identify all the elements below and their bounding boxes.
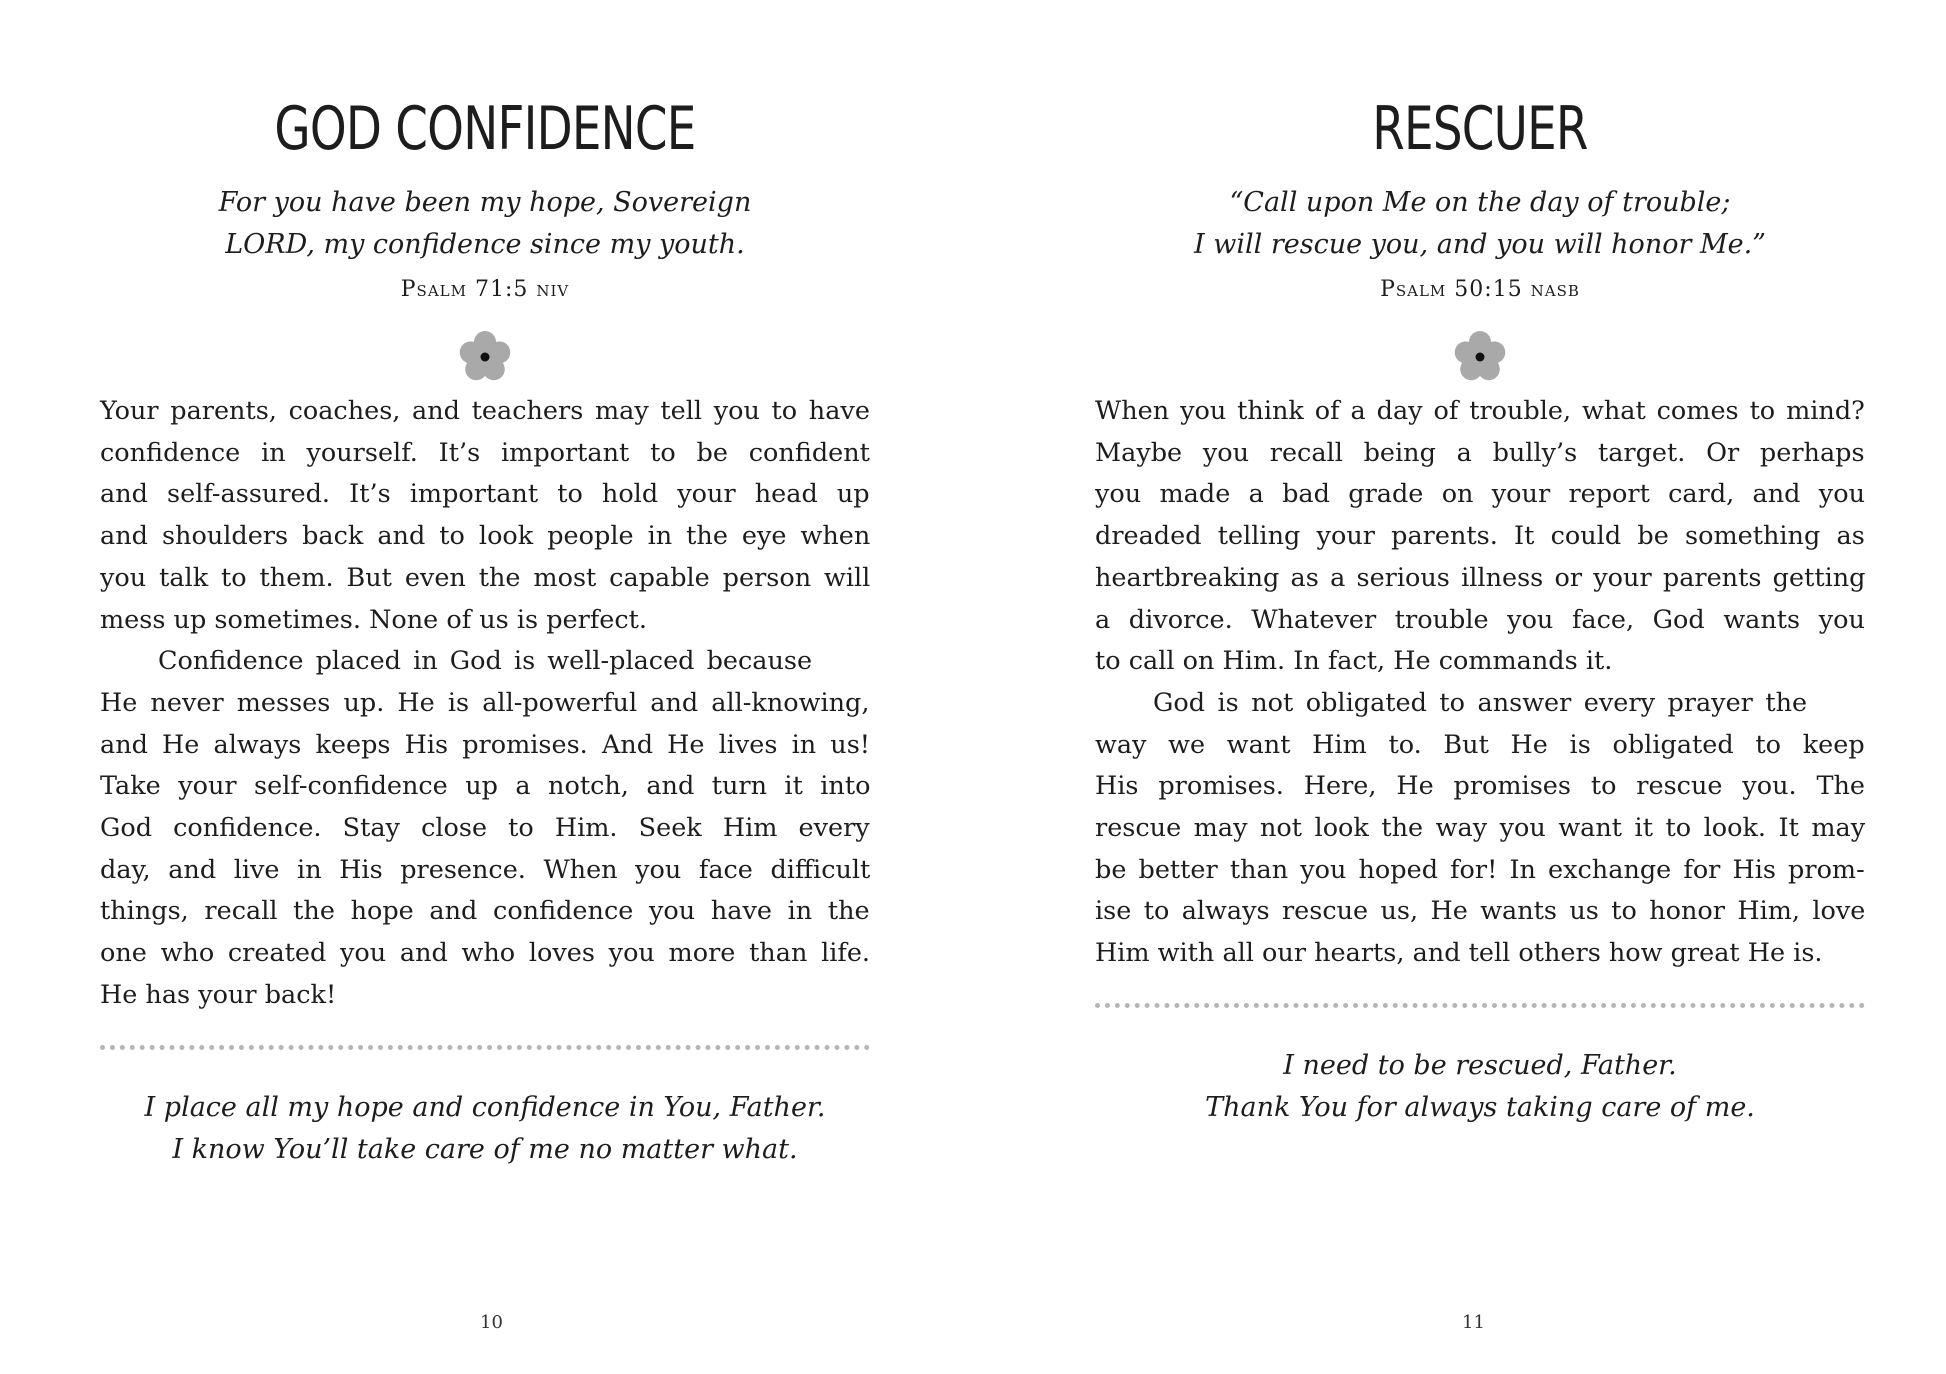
prayer-line: I place all my hope and confidence in You, Father. [144,1092,826,1123]
body-line: rescue may not look the way you want it to look. It may [1095,813,1866,844]
dotted-divider [1095,1003,1865,1008]
body-line: you made a bad grade on your report card, and you [1095,479,1865,510]
prayer-line: I know You’ll take care of me no matter what. [172,1134,798,1165]
verse-line: LORD, my confidence since my youth. [225,229,745,260]
verse-line: “Call upon Me on the day of trouble; [1229,187,1731,218]
body-line: and He always keeps His promises. And He lives in us! [100,729,871,760]
body-line: God confidence. Stay close to Him. Seek Him every [100,813,870,844]
body-line: Your parents, coaches, and teachers may tell you to have [100,396,870,426]
page-number: 10 [480,1312,503,1333]
body-line: way we want Him to. But He is obligated to keep [1095,729,1865,760]
scripture-reference: Psalm 50:15 nasb [1380,277,1580,302]
body-line: things, recall the hope and confidence you have in the [100,896,870,927]
body-line: be better than you hoped for! In exchange for His prom- [1095,854,1865,885]
prayer [100,1087,870,1171]
body-line: He has your back! [100,979,337,1010]
right-page [1095,0,1865,1374]
body-line: He never messes up. He is all-powerful and all-knowing, [100,687,870,718]
body-line: dreaded telling your parents. It could be something as [1095,521,1865,552]
body-line: Take your self-confidence up a notch, and turn it into [100,771,871,802]
body-line: confidence in yourself. It’s important to be confident [100,437,870,468]
flower-icon [454,326,516,388]
body-line: God is not obligated to answer every prayer the [1153,687,1808,718]
flower-icon [1449,326,1511,388]
scripture-reference: Psalm 71:5 niv [400,277,570,302]
body-line: to call on Him. In fact, He commands it. [1095,646,1613,677]
page-title: RESCUER [1372,94,1588,164]
scripture-verse [100,182,870,266]
body-line: day, and live in His presence. When you face difficult [100,854,871,885]
body-line: heartbreaking as a serious illness or your parents getting [1095,562,1866,593]
body-line: and self-assured. It’s important to hold your head up [100,479,870,510]
prayer [1095,1045,1865,1129]
devotional-body [100,391,870,1017]
body-line: His promises. Here, He promises to rescue you. The [1095,771,1865,802]
scripture-verse [1095,182,1865,266]
devotional-body [1095,391,1865,975]
body-line: and shoulders back and to look people in the eye when [100,521,871,552]
prayer-line: I need to be rescued, Father. [1283,1050,1677,1081]
page-number: 11 [1462,1312,1485,1333]
body-line: a divorce. Whatever trouble you face, God wants you [1095,604,1865,635]
left-page [100,0,870,1374]
verse-line: For you have been my hope, Sovereign [218,187,752,218]
prayer-line: Thank You for always taking care of me. [1205,1092,1755,1123]
dotted-divider [100,1045,870,1050]
body-line: When you think of a day of trouble, what comes to mind? [1095,396,1865,426]
page-title: GOD CONFIDENCE [274,94,696,164]
body-line: one who created you and who loves you more than life. [100,938,871,969]
body-line: ise to always rescue us, He wants us to honor Him, love [1095,896,1866,927]
body-line: you talk to them. But even the most capable person will [100,562,871,593]
body-line: Maybe you recall being a bully’s target. Or perhaps [1095,437,1865,468]
verse-line: I will rescue you, and you will honor Me.” [1194,229,1766,260]
body-line: mess up sometimes. None of us is perfect. [100,604,647,635]
body-line: Confidence placed in God is well-placed because [158,646,813,677]
body-line: Him with all our hearts, and tell others how great He is. [1095,938,1823,969]
